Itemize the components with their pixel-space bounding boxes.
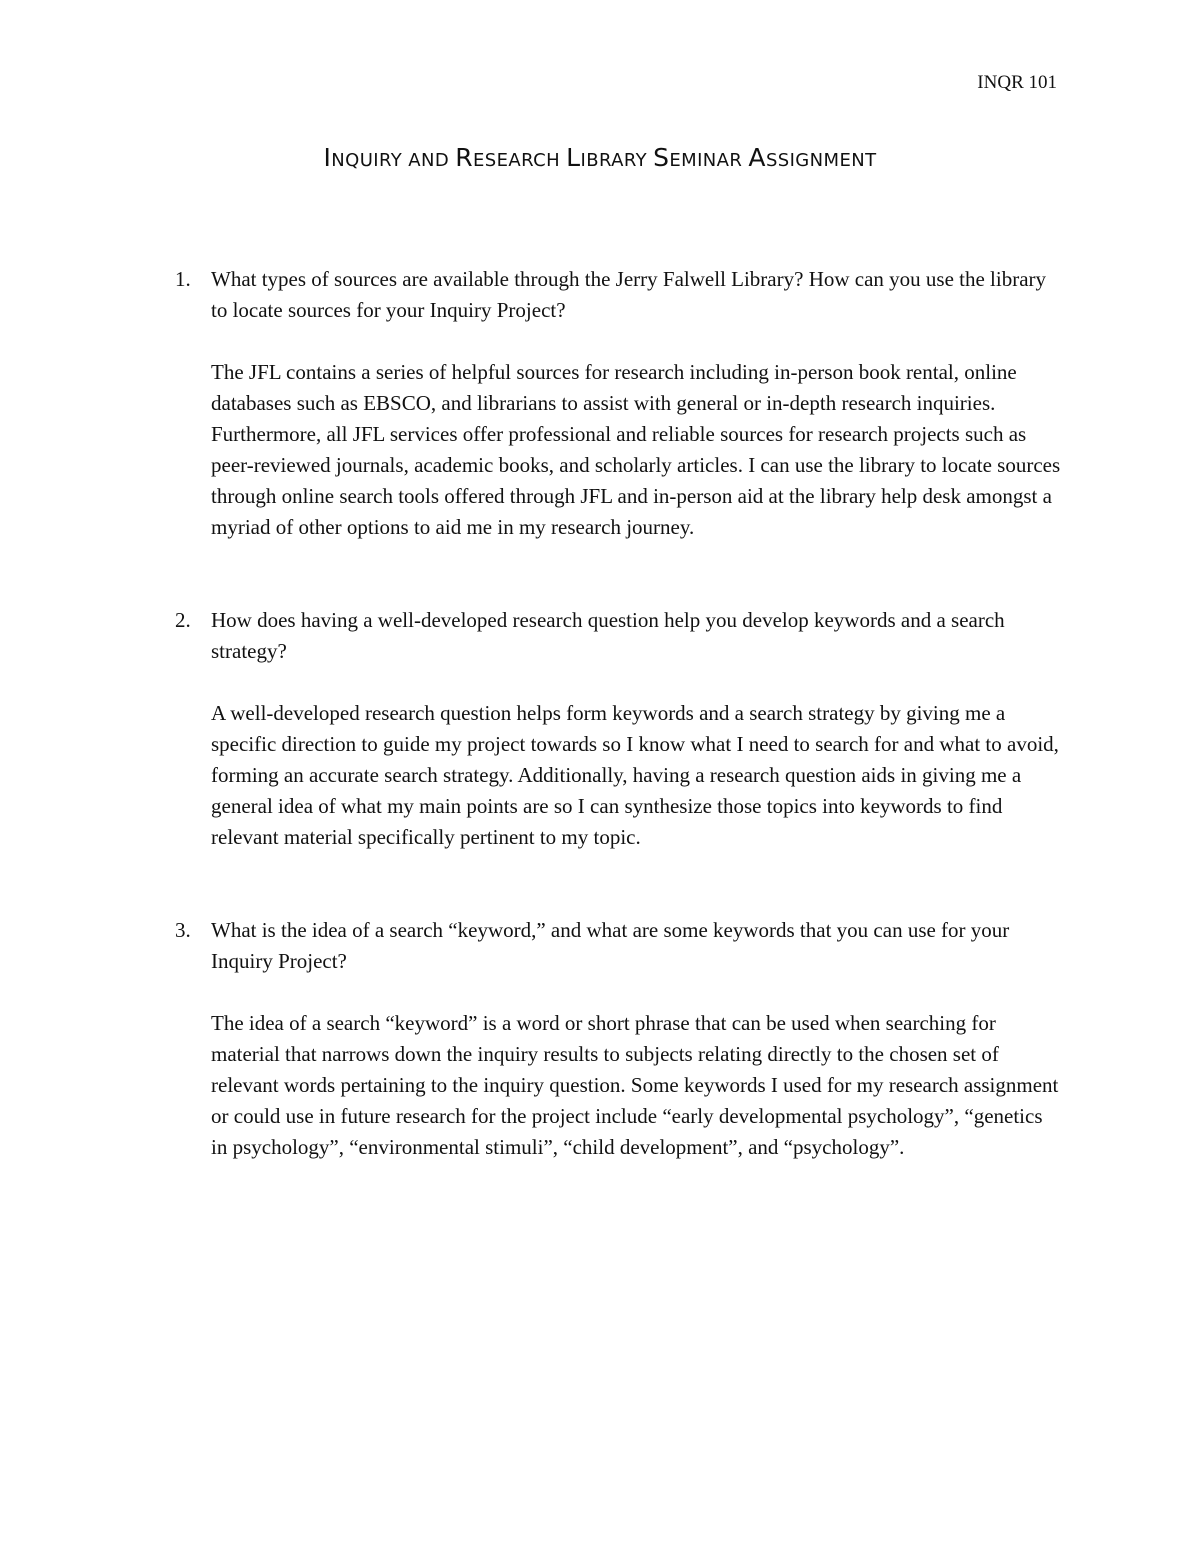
answer-text: The JFL contains a series of helpful sources for research including in-person book rental, online databases such as EBSCO, and librarians to assist with general or in-depth research inquiries. Furthermore, all JFL services offer professional and reliable sources for research projects such as peer-reviewed journals, academic books, and scholarly articles. I can use the library to locate sources through online search tools offered through JFL and in-person aid at the library help desk amongst a myriad of other options to aid me in my research journey. — [211, 360, 1061, 539]
question-text: What types of sources are available through the Jerry Falwell Library? How can you use the library to locate sources for your Inquiry Project? — [211, 267, 1047, 322]
question-item-1 — [175, 264, 1061, 543]
title-word: INQUIRY AND — [323, 143, 456, 172]
question-list — [0, 264, 1200, 1163]
answer-text: The idea of a search “keyword” is a word or short phrase that can be used when searching for material that narrows down the inquiry results to subjects relating directly to the chosen set of relevant words pertaining to the inquiry question. Some keywords I used for my research assignment or could use in future research for the project include “early developmental psychology”, “genetics in psychology”, “environmental stimuli”, “child development”, and “psychology”. — [211, 1011, 1059, 1159]
question-text: What is the idea of a search “keyword,” and what are some keywords that you can use for your Inquiry Project? — [211, 918, 1010, 973]
title-word: LIBRARY — [566, 143, 654, 172]
question-number: 1. — [175, 267, 191, 291]
question-number: 2. — [175, 608, 191, 632]
question-number: 3. — [175, 918, 191, 942]
document-title — [0, 141, 1200, 178]
question-item-3 — [175, 915, 1061, 1163]
running-header-course-code: INQR 101 — [977, 72, 1057, 93]
question-item-2 — [175, 605, 1061, 853]
title-word: SEMINAR — [653, 143, 749, 172]
title-word: RESEARCH — [455, 143, 567, 172]
answer-text: A well-developed research question helps form keywords and a search strategy by giving me a specific direction to guide my project towards so I know what I need to search for and what to avoid, forming an accurate search strategy. Additionally, having a research question aids in giving me a general idea of what my main points are so I can synthesize those topics into keywords to find relevant material specifically pertinent to my topic. — [211, 701, 1059, 849]
title-word: ASSIGNMENT — [748, 143, 877, 172]
question-text: How does having a well-developed research question help you develop keywords and a search strategy? — [211, 608, 1005, 663]
